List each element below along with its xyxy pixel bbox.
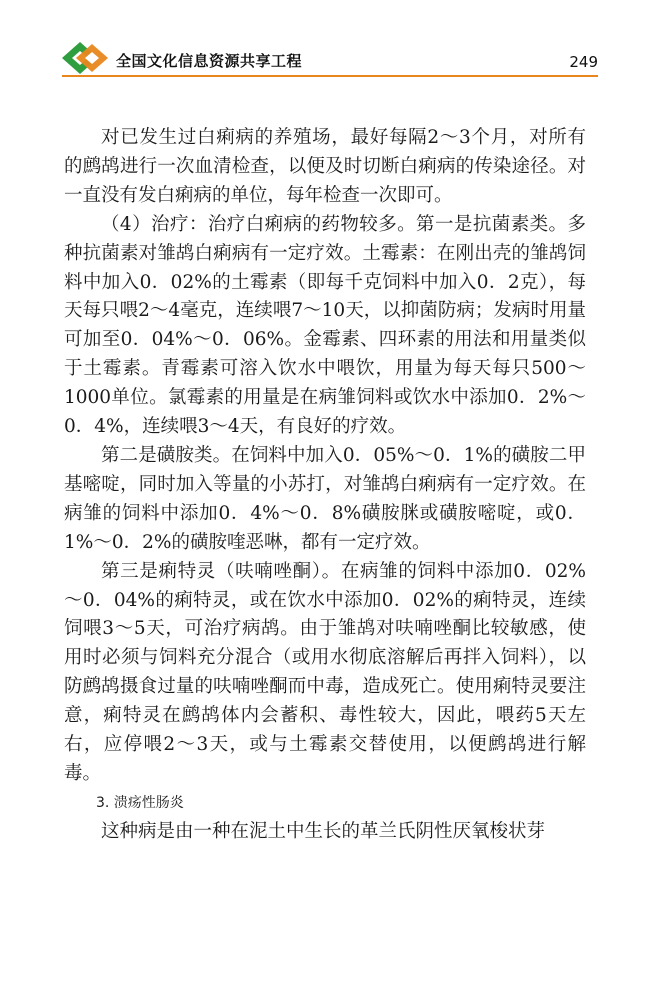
page-number: 249 [569, 53, 598, 71]
paragraph: 这种病是由一种在泥土中生长的革兰氏阴性厌氧梭状芽 [101, 820, 546, 842]
paragraph: 第二是磺胺类。在饲料中加入0．05%～0．1%的磺胺二甲基嘧啶，同时加入等量的小苏打，对雏鸪白痢病有一定疗效。在病雏的饲料中添加0．4%～0．8%磺胺脒或磺胺嘧啶，或0．1%～0．2%的磺胺喹恶啉，都有一定疗效。 [64, 444, 586, 553]
page-body [64, 124, 586, 847]
header-title: 全国文化信息资源共享工程 [116, 52, 303, 70]
paragraph: （4）治疗：治疗白痢病的药物较多。第一是抗菌素类。多种抗菌素对雏鸪白痢病有一定疗效。土霉素：在刚出壳的雏鸪饲料中加入0．02%的土霉素（即每千克饲料中加入0．2克），每天每只喂2～4毫克，连续喂7～10天，以抑菌防病；发病时用量可加至0．04%～0．06%。金霉素、四环素的用法和用量类似于土霉素。青霉素可溶入饮水中喂饮，用量为每天每只500～1000单位。氯霉素的用量是在病雏饲料或饮水中添加0．2%～0．4%，连续喂3～4天，有良好的疗效。 [64, 213, 586, 438]
paragraph: 对已发生过白痢病的养殖场，最好每隔2～3个月，对所有的鹧鸪进行一次血清检查，以便及时切断白痢病的传染途径。对一直没有发白痢病的单位，每年检查一次即可。 [64, 127, 586, 206]
paragraph: 第三是痢特灵（呋喃唑酮）。在病雏的饲料中添加0．02%～0．04%的痢特灵，或在饮水中添加0．02%的痢特灵，连续饲喂3～5天，可治疗病鸪。由于雏鸪对呋喃唑酮比较敏感，使用时必须与饲料充分混合（或用水彻底溶解后再拌入饲料），以防鹧鸪摄食过量的呋喃唑酮而中毒，造成死亡。使用痢特灵要注意，痢特灵在鹧鸪体内会蓄积、毒性较大，因此，喂药5天左右，应停喂2～3天，或与土霉素交替使用，以便鹧鸪进行解毒。 [64, 560, 586, 784]
logo-icon [62, 40, 112, 76]
page-header [0, 0, 646, 80]
section-subheading: 3. 溃疡性肠炎 [96, 794, 184, 811]
header-divider [62, 75, 598, 77]
